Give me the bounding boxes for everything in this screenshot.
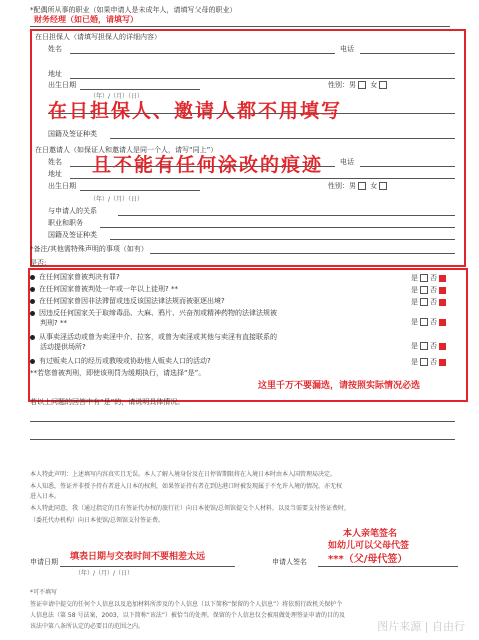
guarantor-nationality-label: 国籍及签证种类 xyxy=(48,130,97,138)
guarantor-female-checkbox[interactable] xyxy=(379,81,387,89)
question-6-no-checked[interactable] xyxy=(439,359,446,366)
sign-annotation-2: 如幼儿可以父母代签 xyxy=(328,541,410,551)
guarantor-male-checkbox[interactable] xyxy=(358,81,366,89)
guarantor-date-units: （年）/（月）（日） xyxy=(90,93,144,100)
overlay-line2: 且不能有任何涂改的痕迹 xyxy=(92,154,324,176)
question-row-1 xyxy=(30,273,120,282)
bullet-icon xyxy=(30,299,35,304)
question-3-no-checked[interactable] xyxy=(439,299,446,306)
inviter-female-checkbox[interactable] xyxy=(379,182,387,190)
question-row-5 xyxy=(30,333,277,342)
question-text: 在任何国家曾因非法滞留或违反该国法律法规而被驱逐出境? xyxy=(39,297,225,305)
question-text: 在任何国家曾被判决有罪? xyxy=(39,273,120,281)
question-5-choice: 是 否 xyxy=(411,341,446,351)
question-row-6 xyxy=(30,357,211,366)
guarantor-nationality-field[interactable] xyxy=(110,138,455,139)
detail-line-2[interactable] xyxy=(30,439,455,440)
inviter-address-label: 地址 xyxy=(48,170,62,178)
bullet-icon xyxy=(30,311,35,316)
question-2-choice: 是 否 xyxy=(411,285,446,295)
question-3-choice: 是 否 xyxy=(411,297,446,307)
questions-footnote: **若您曾被判刑，即使该刑罚为缓期执行，请选择“是”。 xyxy=(30,369,206,377)
inviter-name-label: 姓名 xyxy=(48,158,62,166)
question-1-choice: 是 否 xyxy=(411,273,446,283)
question-6-yes[interactable] xyxy=(420,358,428,366)
questions-intro: 是否: xyxy=(30,259,47,267)
sign-label: 申请人签名 xyxy=(272,558,307,566)
watermark: 图片来源 | 自由行 xyxy=(377,620,465,633)
sign-annotation-1: 本人亲笔签名 xyxy=(343,529,398,539)
questions-annotation: 这里千万不要漏选，请按照实际情况必选 xyxy=(258,381,421,391)
guarantor-name-field[interactable] xyxy=(70,53,335,54)
inviter-dob-field[interactable] xyxy=(80,190,200,191)
question-1-yes[interactable] xyxy=(420,274,428,282)
inviter-phone-label: 电话 xyxy=(340,158,354,166)
detail-prompt: 若以上问题的回答中有“是”的，请说明具体情况。 xyxy=(30,398,185,406)
privacy-label: *可不填写 xyxy=(30,589,58,596)
question-5-yes[interactable] xyxy=(420,342,428,350)
sign-value: ***（父/母代签） xyxy=(328,554,408,565)
inviter-date-units: （年）/（月）（日） xyxy=(90,196,144,203)
guarantor-name-label: 姓名 xyxy=(48,45,62,53)
question-text: 在任何国家曾被判处一年或一年以上徒刑? ** xyxy=(39,285,178,293)
inviter-job-field[interactable] xyxy=(100,227,455,228)
inviter-nationality-label: 国籍及签证种类 xyxy=(48,231,97,239)
apply-date-units: （年）/（月）/（日） xyxy=(75,570,134,577)
question-row-3 xyxy=(30,297,225,306)
declaration-p1: 本人特此声明：上述填写内容真实且无误。本人了解入境身份及在日停留期限将在入境日本时由本入国管理局决定。 xyxy=(30,471,337,478)
question-2-no-checked[interactable] xyxy=(439,287,446,294)
question-2-yes[interactable] xyxy=(420,286,428,294)
inviter-male-checkbox[interactable] xyxy=(358,182,366,190)
sign-field[interactable] xyxy=(318,566,458,567)
overlay-line1: 在日担保人、邀请人都不用填写 xyxy=(48,100,343,122)
declaration-p3: 进入日本。 xyxy=(30,493,61,500)
remarks-field[interactable] xyxy=(150,253,455,254)
guarantor-sex-label: 性别：男 xyxy=(328,81,356,89)
question-row-2 xyxy=(30,285,178,294)
question-4-yes[interactable] xyxy=(420,318,428,326)
bullet-icon xyxy=(30,359,35,364)
apply-date-label: 申请日期 xyxy=(30,558,58,566)
bullet-icon xyxy=(30,287,35,292)
bullet-icon xyxy=(30,275,35,280)
question-5-no-checked[interactable] xyxy=(439,343,446,350)
guarantor-phone-label: 电话 xyxy=(340,45,354,53)
guarantor-address-field[interactable] xyxy=(70,78,455,79)
question-row-5-cont: 活动提供场所? xyxy=(40,343,86,351)
question-3-yes[interactable] xyxy=(420,298,428,306)
remarks-label: *备注/其他需特殊声明的事项（如有） xyxy=(30,245,148,253)
privacy-p2: 人信息法（第 58 号法案，2003，以下简称“该法”）被恰当的处理。保留的个人信息仅会被用做处理签证申请的目的及 xyxy=(30,612,345,619)
question-row-4-cont: 判刑? ** xyxy=(40,319,67,327)
declaration-p4: 本人特此同意，我（通过指定的且有签证代办权的旅行社）向日本使馆/总领馆提交个人材料，以及当需要支付签证费时， xyxy=(30,505,351,512)
privacy-p1: 签证申请中提交的任何个人信息以及追加材料所涉及的个人信息（以下简称“保留的个人信息”）将依照行政机关保护个 xyxy=(30,601,343,608)
declaration-p2: 本人知悉，签证并非授予持有者进入日本的权利，如果签证持有者在到达港口时被发现属于不允许入境的情况，亦无权 xyxy=(30,483,343,490)
guarantor-dob-field[interactable] xyxy=(80,89,200,90)
question-4-no-checked[interactable] xyxy=(439,319,446,326)
inviter-section-label: 在日邀请人（如保证人和邀请人是同一个人，请写“同上”） xyxy=(35,146,218,154)
guarantor-phone-field[interactable] xyxy=(360,53,455,54)
question-text: 因违反任何国家关于取缔毒品、大麻、鸦片、兴奋剂或精神药物的法律法规被 xyxy=(39,309,277,317)
inviter-job-label: 职业和职务 xyxy=(48,219,83,227)
inviter-relation-label: 与申请人的关系 xyxy=(48,207,97,215)
question-6-choice: 是 否 xyxy=(411,357,446,367)
inviter-female-label: 女 xyxy=(370,182,378,190)
inviter-dob-label: 出生日期 xyxy=(48,182,76,190)
inviter-phone-field[interactable] xyxy=(360,166,455,167)
apply-date-field[interactable] xyxy=(60,566,235,567)
question-text: 有过贩卖人口的经历或教唆或协助他人贩卖人口的活动? xyxy=(39,357,211,365)
question-1-no-checked[interactable] xyxy=(439,275,446,282)
inviter-nationality-field[interactable] xyxy=(110,239,455,240)
inviter-relation-field[interactable] xyxy=(118,215,455,216)
guarantor-address-label: 地址 xyxy=(48,70,62,78)
occupation-line-rule xyxy=(30,26,450,27)
inviter-sex-row xyxy=(328,182,389,191)
guarantor-female-label: 女 xyxy=(370,81,378,89)
inviter-sex-label: 性别：男 xyxy=(328,182,356,190)
question-text: 从事卖淫活动或曾为卖淫中介、拉客，或曾为卖淫或其他与卖淫有直接联系的 xyxy=(39,333,277,341)
declaration-p5: （委托代办机构）向日本使馆/总领馆支付签证费。 xyxy=(30,517,165,524)
detail-line-1[interactable] xyxy=(30,421,455,422)
guarantor-section-label: 在日担保人（请填写担保人的详细内容） xyxy=(35,33,161,41)
occupation-line: *配偶所从事的职业（如果申请人是未成年人，请填写父母的职业） xyxy=(30,6,237,14)
question-row-4 xyxy=(30,309,277,318)
inviter-address-field[interactable] xyxy=(70,178,455,179)
guarantor-sex-row xyxy=(328,81,389,90)
apply-date-annotation: 填表日期与交表时间不要相差太远 xyxy=(70,552,206,562)
privacy-p3: 该法中第八条所认定的必要目的范围之内。 xyxy=(30,623,145,630)
bullet-icon xyxy=(30,335,35,340)
guarantor-dob-label: 出生日期 xyxy=(48,81,76,89)
question-4-choice: 是 否 xyxy=(411,317,446,327)
occupation-annotation: 财务经理（如已婚，请填写） xyxy=(34,15,138,24)
